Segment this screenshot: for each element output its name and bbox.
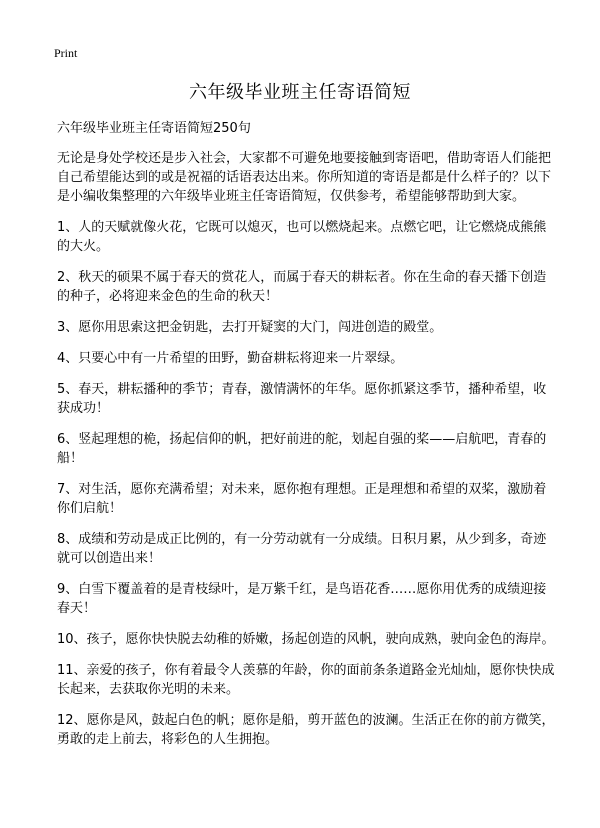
document-subtitle: 六年级毕业班主任寄语简短250句 bbox=[57, 121, 251, 136]
print-link[interactable]: Print bbox=[54, 46, 78, 60]
document-body bbox=[57, 119, 557, 761]
entry-paragraph: 10、孩子，愿你快快脱去幼稚的娇嫩，扬起创造的风帆，驶向成熟，驶向金色的海岸。 bbox=[57, 632, 555, 647]
intro-paragraph: 无论是身处学校还是步入社会，大家都不可避免地要接触到寄语吧，借助寄语人们能把自己希望能达到的或是祝福的话语表达出来。你所知道的寄语是都是什么样子的？以下是小编收集整理的六年级毕业班主任寄语简短，仅供参考，希望能够帮助到大家。 bbox=[57, 151, 552, 204]
entry-paragraph: 6、竖起理想的桅，扬起信仰的帆，把好前进的舵，划起自强的桨——启航吧，青春的船！ bbox=[57, 432, 547, 466]
entry-paragraph: 4、只要心中有一片希望的田野，勤奋耕耘将迎来一片翠绿。 bbox=[57, 351, 404, 366]
entry-paragraph: 12、愿你是风，鼓起白色的帆；愿你是船，剪开蓝色的波澜。生活正在你的前方微笑，勇敢的走上前去，将彩色的人生拥抱。 bbox=[57, 713, 555, 747]
entry-paragraph: 7、对生活，愿你充满希望；对未来，愿你抱有理想。正是理想和希望的双桨，激励着你们启航！ bbox=[57, 482, 547, 516]
entry-paragraph: 5、春天，耕耘播种的季节；青春，激情满怀的年华。愿你抓紧这季节，播种希望，收获成功！ bbox=[57, 382, 547, 416]
entry-paragraph: 2、秋天的硕果不属于春天的赏花人，而属于春天的耕耘者。你在生命的春天播下创造的种子，必将迎来金色的生命的秋天！ bbox=[57, 270, 547, 304]
document-title: 六年级毕业班主任寄语简短 bbox=[189, 82, 411, 103]
entry-paragraph: 8、成绩和劳动是成正比例的，有一分劳动就有一分成绩。日积月累，从少到多，奇迹就可以创造出来！ bbox=[57, 532, 547, 566]
entry-paragraph: 9、白雪下覆盖着的是青枝绿叶，是万紫千红，是鸟语花香……愿你用优秀的成绩迎接春天！ bbox=[57, 582, 547, 616]
entry-paragraph: 1、人的天赋就像火花，它既可以熄灭，也可以燃烧起来。点燃它吧，让它燃烧成熊熊的大火。 bbox=[57, 220, 547, 254]
entry-paragraph: 3、愿你用思索这把金钥匙，去打开疑窦的大门，闯进创造的殿堂。 bbox=[57, 320, 443, 335]
entry-paragraph: 11、亲爱的孩子，你有着最令人羡慕的年龄，你的面前条条道路金光灿灿，愿你快快成长起来，去获取你光明的未来。 bbox=[57, 663, 555, 697]
